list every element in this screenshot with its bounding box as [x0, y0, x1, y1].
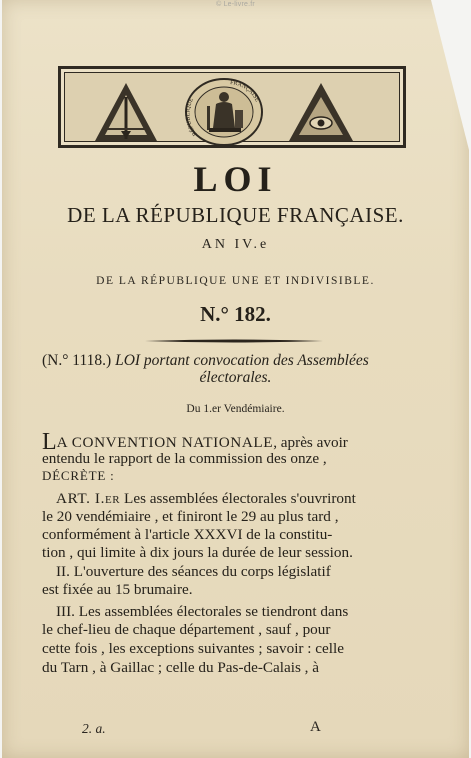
year-label: AN IV.e [201, 237, 270, 252]
republic-qualifier: DE LA RÉPUBLIQUE UNE ET INDIVISIBLE. [96, 275, 375, 287]
page-corner [431, 0, 469, 150]
law-date: Du 1.er Vendémiaire. [186, 403, 285, 415]
text-line: le chef-lieu de chaque département , sauf , pour [42, 621, 331, 638]
level-triangle-icon [93, 81, 159, 143]
text-line: le 20 vendémiaire , et finiront le 29 au plus tard , [42, 508, 339, 525]
document-subtitle: DE LA RÉPUBLIQUE FRANÇAISE. [67, 203, 404, 227]
text-line: conformément à l'article XXXVI de la constitu- [42, 526, 333, 543]
text-line: entendu le rapport de la commission des onze , [42, 450, 327, 467]
text-line [56, 490, 356, 508]
text-line: cette fois , les exceptions suivantes ; savoir : celle [42, 640, 344, 657]
republic-seal-icon [183, 76, 265, 146]
text-line: III. Les assemblées électorales se tiendront dans [56, 603, 349, 620]
issue-number: N.° 182. [200, 302, 271, 326]
decree-label: DÉCRÈTE : [42, 468, 115, 483]
law-heading [42, 351, 432, 370]
svg-text:RÉPUBLIQUE: RÉPUBLIQUE [185, 97, 199, 137]
text-line: est fixée au 15 brumaire. [42, 581, 193, 598]
article-label: ART. I.er [56, 490, 121, 507]
drop-cap: L [42, 429, 57, 455]
text-line: II. L'ouverture des séances du corps législatif [56, 563, 331, 580]
text-fragment: , après avoir [273, 434, 348, 451]
catchword: A [310, 719, 321, 735]
all-seeing-eye-icon [287, 81, 355, 143]
header-vignette [58, 66, 406, 148]
svg-text:FRANÇAISE: FRANÇAISE [229, 79, 260, 103]
text-fragment: Les assemblées électorales s'ouvriront [124, 490, 356, 507]
vignette-panel [64, 72, 400, 142]
text-line: du Tarn , à Gaillac ; celle du Pas-de-Calais , à [42, 659, 319, 676]
signature-mark: 2. a. [82, 721, 106, 736]
watermark: © Le-livre.fr [216, 1, 255, 8]
law-title-cont: électorales. [199, 369, 272, 386]
convention-name: A CONVENTION NATIONALE [56, 434, 274, 451]
ornamental-rule [145, 338, 323, 344]
text-line: tion , qui limite à dix jours la durée de leur session. [42, 544, 353, 561]
document-title: LOI [193, 159, 278, 199]
law-number: (N.° 1118.) [42, 352, 112, 369]
law-title: LOI portant convocation des Assemblées [115, 352, 369, 369]
